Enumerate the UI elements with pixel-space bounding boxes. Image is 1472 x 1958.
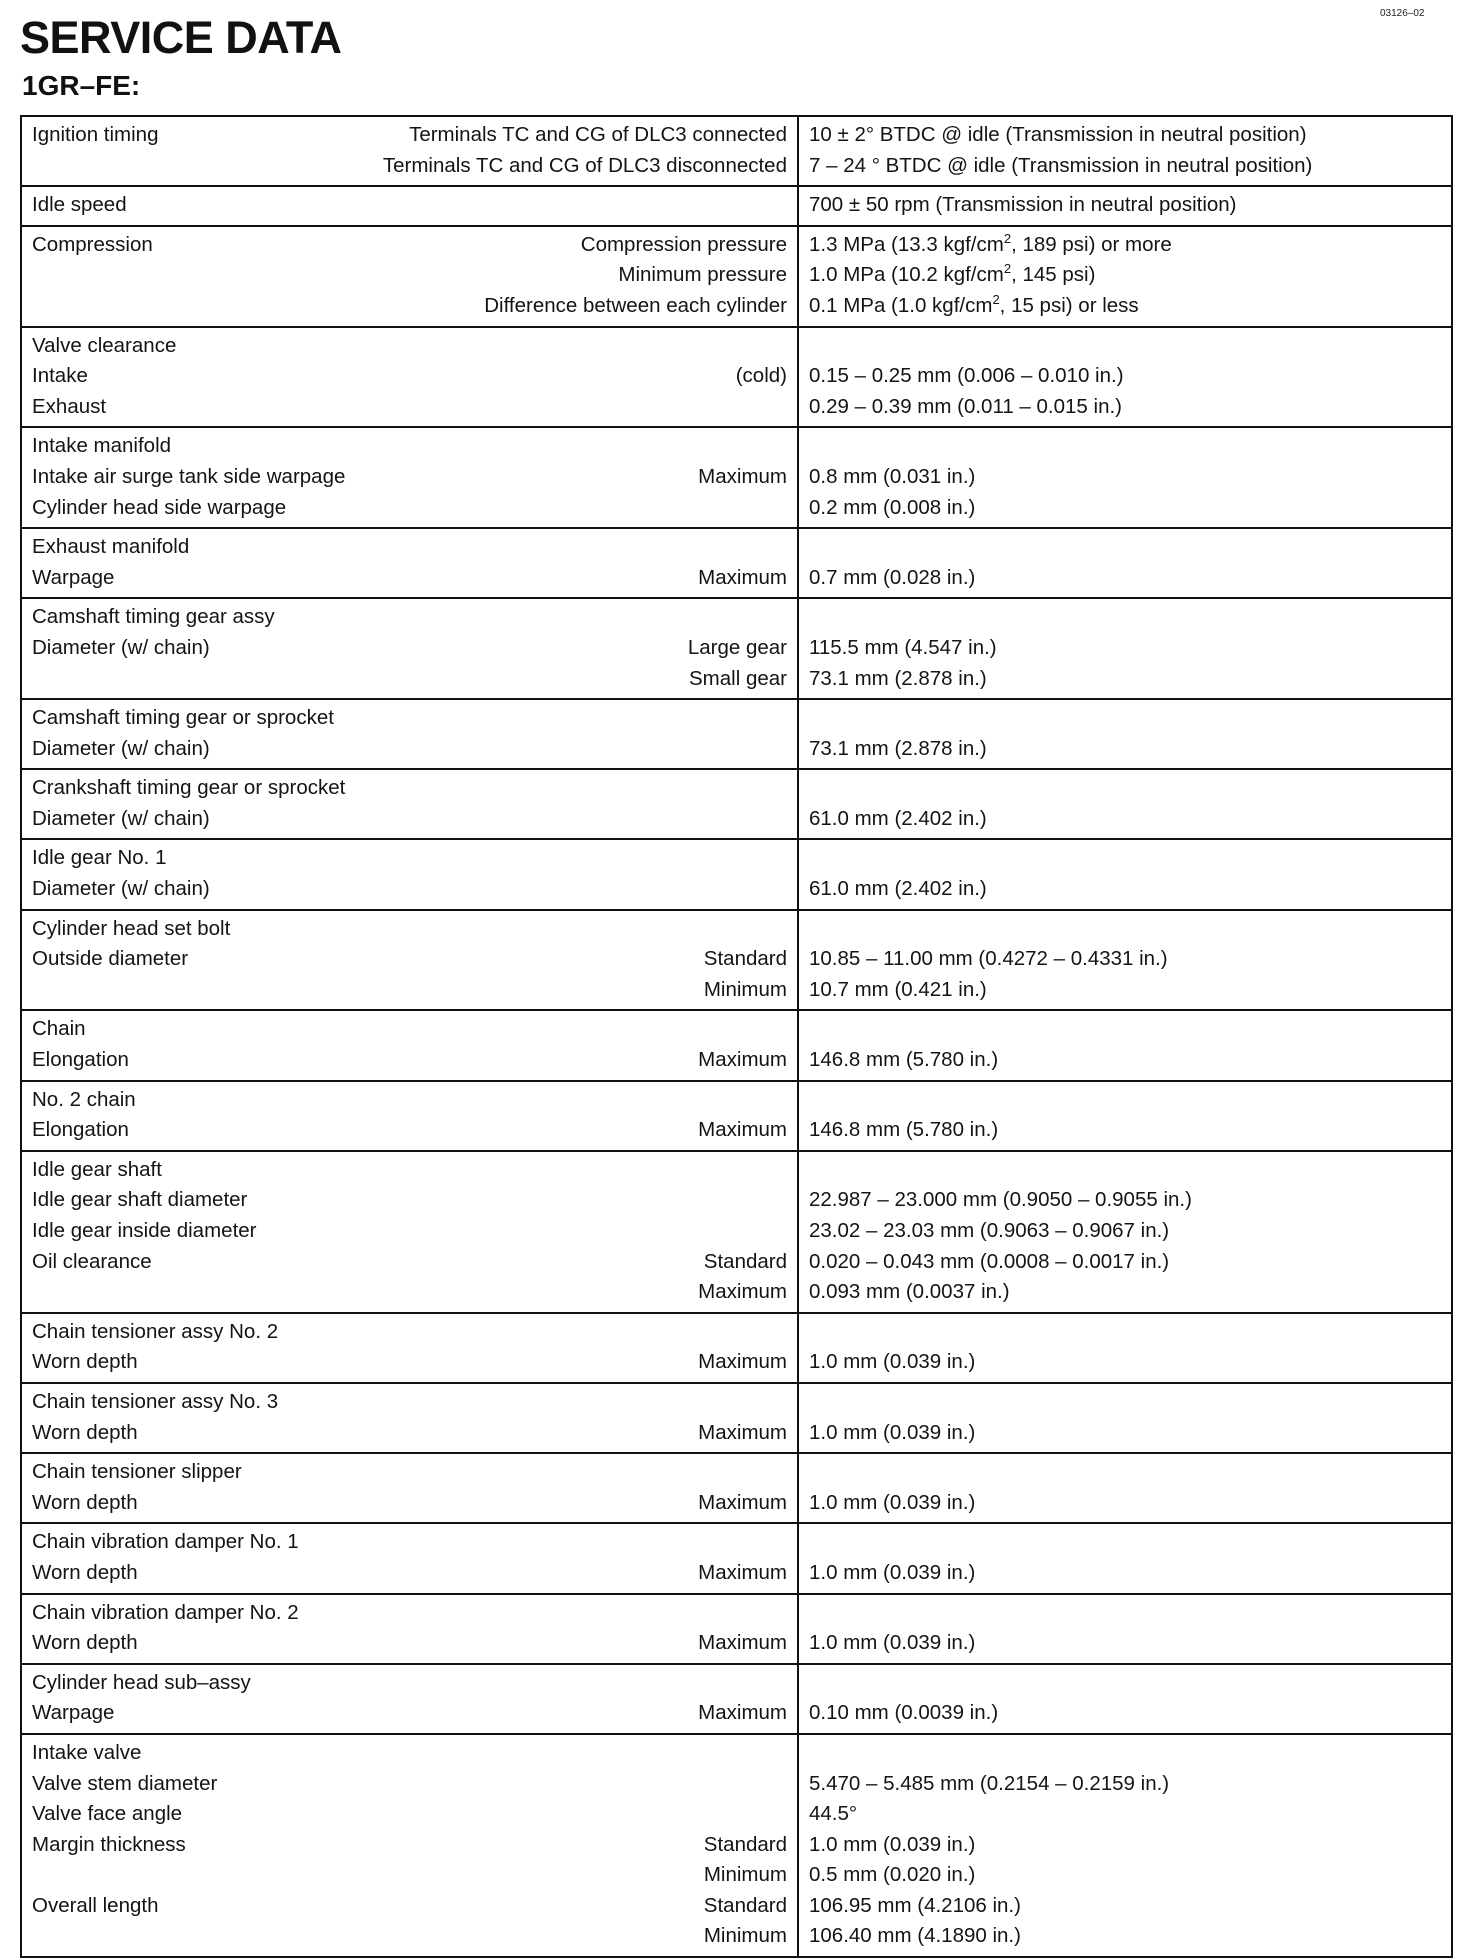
spec-line — [32, 1769, 787, 1800]
spec-item-cell — [21, 910, 798, 1011]
engine-model-subtitle: 1GR–FE: — [22, 70, 141, 101]
spec-line — [32, 1738, 787, 1769]
spec-condition: Minimum pressure — [618, 263, 787, 287]
spec-value-cell — [798, 528, 1452, 598]
spec-label: Overall length — [32, 1893, 159, 1917]
spec-label: Camshaft timing gear assy — [32, 605, 275, 629]
spec-value: 0.15 – 0.25 mm (0.006 – 0.010 in.) — [809, 364, 1124, 388]
spec-item-cell — [21, 1081, 798, 1151]
spec-line — [32, 1347, 787, 1378]
spec-item-cell — [21, 1523, 798, 1593]
spec-line — [32, 1045, 787, 1076]
spec-label: Chain tensioner slipper — [32, 1460, 242, 1484]
spec-condition: Maximum — [698, 1048, 787, 1072]
spec-item-cell — [21, 1453, 798, 1523]
spec-label: Idle gear inside diameter — [32, 1219, 257, 1242]
spec-label: Chain vibration damper No. 2 — [32, 1600, 299, 1624]
spec-label: Diameter (w/ chain) — [32, 877, 210, 901]
spec-line — [32, 493, 787, 524]
spec-value: 61.0 mm (2.402 in.) — [809, 806, 987, 830]
spec-value — [809, 602, 1441, 633]
spec-line — [32, 1527, 787, 1558]
table-row — [21, 1734, 1452, 1957]
spec-condition: Maximum — [698, 1350, 787, 1374]
spec-line — [32, 843, 787, 874]
spec-value-cell — [798, 1453, 1452, 1523]
spec-line — [32, 230, 787, 261]
spec-condition: Standard — [703, 947, 787, 971]
spec-value: 106.40 mm (4.1890 in.) — [809, 1924, 1021, 1948]
document-code: 03126–02 — [1380, 8, 1425, 19]
spec-value: 0.5 mm (0.020 in.) — [809, 1863, 976, 1887]
spec-value: 0.7 mm (0.028 in.) — [809, 565, 976, 589]
spec-value: 10 ± 2° BTDC @ idle (Transmission in neutral position) — [809, 123, 1307, 146]
spec-line — [32, 1830, 787, 1861]
spec-line — [32, 532, 787, 563]
table-row — [21, 1151, 1452, 1313]
spec-label: Exhaust — [32, 394, 107, 418]
spec-value — [809, 1457, 1441, 1488]
table-row — [21, 226, 1452, 327]
spec-label: Diameter (w/ chain) — [32, 736, 210, 760]
spec-label: Idle gear shaft diameter — [32, 1188, 248, 1212]
spec-value-cell — [798, 427, 1452, 528]
spec-condition: Small gear — [689, 666, 787, 690]
spec-item-cell — [21, 1664, 798, 1734]
spec-value — [809, 703, 1441, 734]
spec-line — [32, 1185, 787, 1216]
spec-value: 0.8 mm (0.031 in.) — [809, 464, 976, 488]
spec-line — [32, 1558, 787, 1589]
table-row — [21, 769, 1452, 839]
spec-item-cell — [21, 327, 798, 428]
spec-value-cell — [798, 1594, 1452, 1664]
table-row — [21, 186, 1452, 226]
spec-value-cell — [798, 699, 1452, 769]
spec-value-cell — [798, 598, 1452, 699]
spec-value — [809, 1155, 1441, 1186]
spec-value-cell — [798, 1081, 1452, 1151]
spec-line — [32, 291, 787, 322]
spec-value: 7 – 24 ° BTDC @ idle (Transmission in neutral position) — [809, 153, 1313, 177]
spec-line — [32, 602, 787, 633]
spec-item-cell — [21, 769, 798, 839]
table-row — [21, 1383, 1452, 1453]
spec-value-cell — [798, 1151, 1452, 1313]
spec-line — [32, 260, 787, 291]
spec-line — [32, 1277, 787, 1308]
spec-item-cell — [21, 1010, 798, 1080]
spec-condition: Maximum — [698, 1420, 787, 1444]
spec-line — [32, 151, 787, 182]
spec-value: 0.1 MPa (1.0 kgf/$cm^2$, 15 psi) or less — [809, 292, 1139, 317]
spec-line — [32, 431, 787, 462]
spec-label: Camshaft timing gear or sprocket — [32, 706, 334, 730]
spec-value-cell — [798, 116, 1452, 186]
spec-item-cell — [21, 116, 798, 186]
spec-condition: Maximum — [698, 1118, 787, 1142]
spec-label: Warpage — [32, 1701, 115, 1725]
spec-label: Warpage — [32, 565, 115, 589]
spec-value — [809, 431, 1441, 462]
spec-value: 1.0 mm (0.039 in.) — [809, 1420, 976, 1444]
spec-item-cell — [21, 1734, 798, 1957]
spec-line — [32, 1891, 787, 1922]
spec-value: 1.0 mm (0.039 in.) — [809, 1350, 976, 1374]
spec-line — [32, 1387, 787, 1418]
spec-value: 61.0 mm (2.402 in.) — [809, 877, 987, 901]
spec-value-cell — [798, 1664, 1452, 1734]
table-row — [21, 116, 1452, 186]
spec-label: Cylinder head set bolt — [32, 916, 231, 940]
superscript-2: 2 — [992, 292, 1000, 308]
spec-value-cell — [798, 327, 1452, 428]
spec-value: 1.0 MPa (10.2 kgf/$cm^2$, 145 psi) — [809, 261, 1096, 287]
spec-label: Diameter (w/ chain) — [32, 635, 210, 659]
spec-value-cell — [798, 1313, 1452, 1383]
spec-value: 0.093 mm (0.0037 in.) — [809, 1280, 1010, 1304]
spec-line — [32, 1860, 787, 1891]
table-row — [21, 1453, 1452, 1523]
table-row — [21, 839, 1452, 909]
spec-line — [32, 1921, 787, 1952]
spec-value: 73.1 mm (2.878 in.) — [809, 736, 987, 760]
spec-value: 22.987 – 23.000 mm (0.9050 – 0.9055 in.) — [809, 1188, 1192, 1212]
spec-value: 73.1 mm (2.878 in.) — [809, 666, 987, 690]
spec-line — [32, 190, 787, 221]
spec-label: Worn depth — [32, 1560, 138, 1584]
spec-label: Valve clearance — [32, 333, 177, 357]
spec-label: Outside diameter — [32, 947, 189, 971]
spec-value-cell — [798, 1010, 1452, 1080]
spec-label: Ignition timing — [32, 123, 159, 146]
spec-label: Worn depth — [32, 1420, 138, 1444]
spec-item-cell — [21, 1151, 798, 1313]
spec-line — [32, 1668, 787, 1699]
spec-value: 115.5 mm (4.547 in.) — [809, 635, 997, 659]
spec-condition: Standard — [703, 1249, 787, 1273]
spec-line — [32, 1698, 787, 1729]
spec-value — [809, 331, 1441, 362]
spec-line — [32, 734, 787, 765]
spec-value: 700 ± 50 rpm (Transmission in neutral position) — [809, 193, 1237, 217]
spec-item-cell — [21, 528, 798, 598]
spec-label: Chain tensioner assy No. 3 — [32, 1389, 279, 1413]
spec-line — [32, 914, 787, 945]
spec-label: Intake air surge tank side warpage — [32, 464, 346, 488]
table-row — [21, 910, 1452, 1011]
spec-condition: Maximum — [698, 1490, 787, 1514]
spec-line — [32, 462, 787, 493]
spec-label: Chain tensioner assy No. 2 — [32, 1319, 279, 1343]
superscript-2: 2 — [1003, 230, 1012, 246]
spec-value: 146.8 mm (5.780 in.) — [809, 1048, 999, 1072]
table-row — [21, 1523, 1452, 1593]
spec-item-cell — [21, 186, 798, 226]
spec-value: 44.5° — [809, 1802, 858, 1826]
spec-value — [809, 1738, 1441, 1769]
spec-condition: Standard — [703, 1832, 787, 1856]
spec-line — [32, 120, 787, 151]
spec-label: Crankshaft timing gear or sprocket — [32, 776, 346, 800]
table-row — [21, 699, 1452, 769]
table-row — [21, 1313, 1452, 1383]
spec-condition: Difference between each cylinder — [484, 293, 787, 317]
table-row — [21, 427, 1452, 528]
spec-value: 0.10 mm (0.0039 in.) — [809, 1701, 999, 1725]
spec-line — [32, 392, 787, 423]
spec-line — [32, 563, 787, 594]
spec-condition: Maximum — [698, 565, 787, 589]
spec-label: Oil clearance — [32, 1249, 152, 1273]
spec-condition: Large gear — [687, 635, 787, 659]
spec-value-cell — [798, 839, 1452, 909]
spec-label: Worn depth — [32, 1490, 138, 1514]
spec-line — [32, 1014, 787, 1045]
spec-item-cell — [21, 1383, 798, 1453]
spec-value: 5.470 – 5.485 mm (0.2154 – 0.2159 in.) — [809, 1771, 1170, 1795]
superscript-2: 2 — [1003, 261, 1012, 277]
spec-label: Intake — [32, 364, 88, 388]
table-row — [21, 528, 1452, 598]
spec-value — [809, 1014, 1441, 1045]
spec-value-cell — [798, 1734, 1452, 1957]
spec-condition: Maximum — [698, 1280, 787, 1304]
spec-label: Exhaust manifold — [32, 535, 190, 559]
spec-line — [32, 1317, 787, 1348]
spec-value — [809, 1317, 1441, 1348]
spec-condition: Terminals TC and CG of DLC3 disconnected — [382, 153, 787, 177]
spec-value-cell — [798, 226, 1452, 327]
spec-value — [809, 532, 1441, 563]
spec-value — [809, 914, 1441, 945]
spec-value — [809, 773, 1441, 804]
spec-line — [32, 331, 787, 362]
table-row — [21, 1664, 1452, 1734]
spec-label: Idle speed — [32, 193, 127, 217]
spec-condition: Minimum — [703, 1863, 787, 1887]
spec-line — [32, 664, 787, 695]
spec-value: 10.85 – 11.00 mm (0.4272 – 0.4331 in.) — [809, 947, 1168, 971]
spec-line — [32, 804, 787, 835]
spec-line — [32, 773, 787, 804]
spec-value: 1.0 mm (0.039 in.) — [809, 1560, 976, 1584]
spec-condition: Standard — [703, 1893, 787, 1917]
spec-label: Diameter (w/ chain) — [32, 806, 210, 830]
spec-condition: Minimum — [703, 1924, 787, 1948]
spec-value: 0.29 – 0.39 mm (0.011 – 0.015 in.) — [809, 394, 1123, 418]
spec-item-cell — [21, 839, 798, 909]
spec-label: Intake manifold — [32, 434, 172, 458]
spec-value: 1.0 mm (0.039 in.) — [809, 1490, 976, 1514]
spec-condition: Maximum — [698, 1560, 787, 1584]
spec-item-cell — [21, 598, 798, 699]
spec-line — [32, 874, 787, 905]
table-row — [21, 598, 1452, 699]
spec-value: 1.3 MPa (13.3 kgf/$cm^2$, 189 psi) or more — [809, 230, 1172, 256]
spec-line — [32, 1085, 787, 1116]
spec-value: 1.0 mm (0.039 in.) — [809, 1631, 976, 1655]
spec-label: No. 2 chain — [32, 1087, 136, 1111]
spec-item-cell — [21, 427, 798, 528]
spec-line — [32, 1115, 787, 1146]
spec-label: Elongation — [32, 1048, 129, 1072]
spec-item-cell — [21, 1313, 798, 1383]
spec-value: 106.95 mm (4.2106 in.) — [809, 1893, 1021, 1917]
spec-line — [32, 1457, 787, 1488]
spec-item-cell — [21, 226, 798, 327]
spec-value-cell — [798, 910, 1452, 1011]
spec-label: Worn depth — [32, 1631, 138, 1655]
spec-value — [809, 1387, 1441, 1418]
spec-value — [809, 1527, 1441, 1558]
spec-label: Cylinder head sub–assy — [32, 1670, 251, 1694]
spec-line — [32, 1155, 787, 1186]
spec-line — [32, 703, 787, 734]
spec-label: Worn depth — [32, 1350, 138, 1374]
spec-label: Idle gear No. 1 — [32, 846, 167, 870]
table-row — [21, 327, 1452, 428]
spec-line — [32, 1418, 787, 1449]
spec-label: Cylinder head side warpage — [32, 495, 287, 519]
page-title: SERVICE DATA — [20, 12, 342, 63]
spec-label: Valve face angle — [32, 1802, 183, 1826]
spec-value-cell — [798, 186, 1452, 226]
spec-condition: Maximum — [698, 464, 787, 488]
spec-value: 10.7 mm (0.421 in.) — [809, 977, 987, 1001]
spec-line — [32, 1488, 787, 1519]
spec-condition: Maximum — [698, 1701, 787, 1725]
spec-value — [809, 1085, 1441, 1116]
spec-item-cell — [21, 1594, 798, 1664]
spec-line — [32, 1247, 787, 1278]
spec-value — [809, 1668, 1441, 1699]
spec-line — [32, 1799, 787, 1830]
spec-line — [32, 1598, 787, 1629]
spec-condition: (cold) — [735, 364, 787, 388]
spec-value-cell — [798, 1383, 1452, 1453]
spec-value: 1.0 mm (0.039 in.) — [809, 1832, 976, 1856]
spec-label: Idle gear shaft — [32, 1157, 162, 1181]
spec-condition: Maximum — [698, 1631, 787, 1655]
spec-value: 23.02 – 23.03 mm (0.9063 – 0.9067 in.) — [809, 1219, 1170, 1242]
spec-value: 0.020 – 0.043 mm (0.0008 – 0.0017 in.) — [809, 1249, 1170, 1273]
spec-value-cell — [798, 1523, 1452, 1593]
table-row — [21, 1081, 1452, 1151]
spec-item-cell — [21, 699, 798, 769]
spec-value: 0.2 mm (0.008 in.) — [809, 495, 976, 519]
spec-value: 146.8 mm (5.780 in.) — [809, 1118, 999, 1142]
spec-line — [32, 1628, 787, 1659]
spec-condition: Minimum — [703, 977, 787, 1001]
spec-value — [809, 1598, 1441, 1629]
spec-label: Margin thickness — [32, 1832, 186, 1856]
spec-label: Intake valve — [32, 1740, 142, 1764]
spec-value-cell — [798, 769, 1452, 839]
spec-label: Elongation — [32, 1118, 129, 1142]
spec-label: Chain vibration damper No. 1 — [32, 1530, 299, 1554]
spec-condition: Terminals TC and CG of DLC3 connected — [409, 123, 787, 146]
spec-label: Valve stem diameter — [32, 1771, 218, 1795]
spec-line — [32, 975, 787, 1006]
service-data-table-body — [21, 116, 1452, 1957]
spec-condition: Compression pressure — [580, 232, 787, 256]
spec-value — [809, 843, 1441, 874]
spec-label: Compression — [32, 232, 153, 256]
spec-line — [32, 633, 787, 664]
spec-line — [32, 361, 787, 392]
service-data-table — [20, 115, 1453, 1958]
spec-label: Chain — [32, 1017, 86, 1041]
spec-line — [32, 944, 787, 975]
table-row — [21, 1010, 1452, 1080]
spec-line — [32, 1216, 787, 1247]
table-row — [21, 1594, 1452, 1664]
